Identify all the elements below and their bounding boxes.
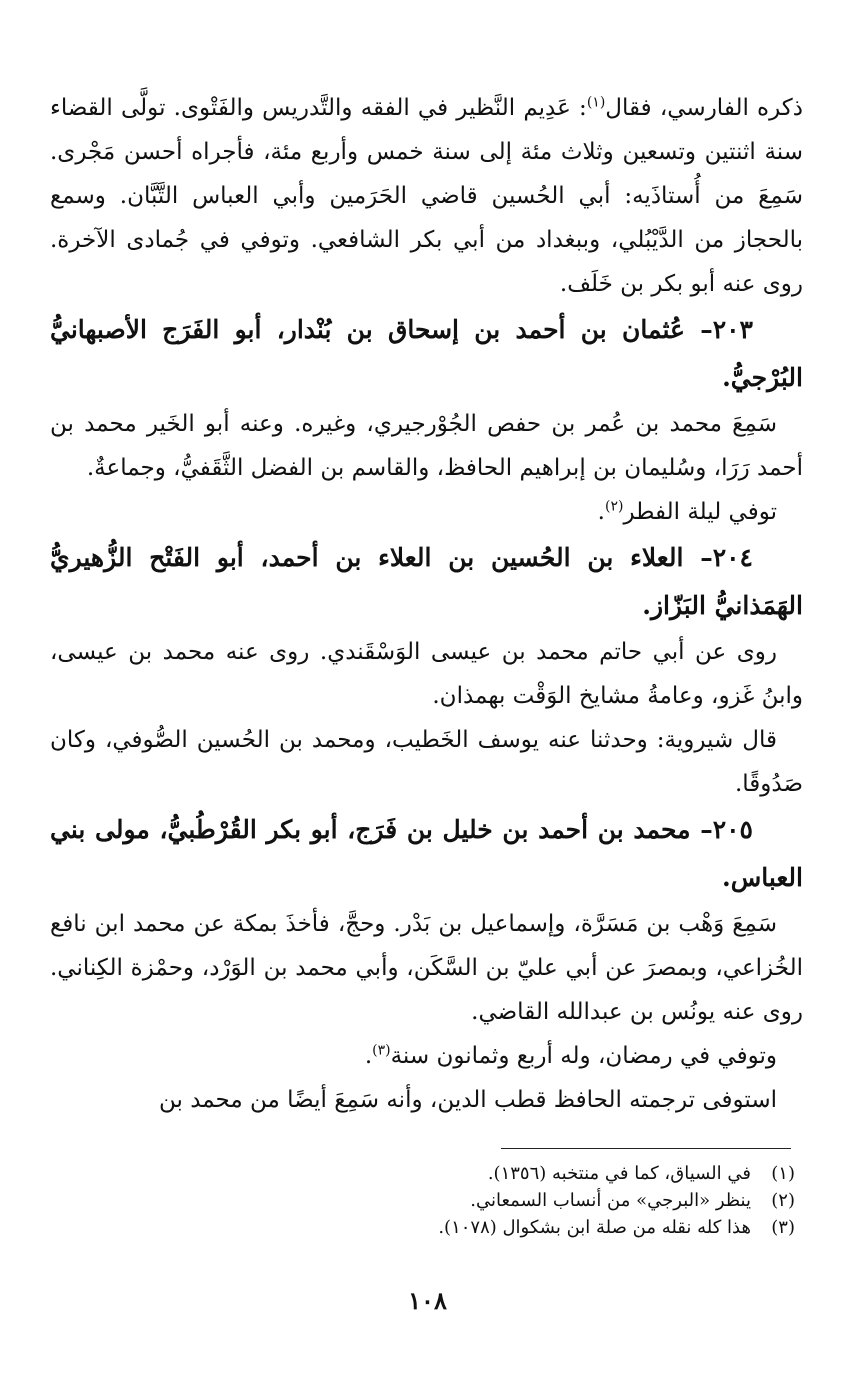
entry-heading-204 — [50, 534, 803, 630]
footnote-3 — [75, 1214, 795, 1241]
footnote-divider — [501, 1148, 791, 1149]
paragraph-death-205 — [50, 1034, 803, 1078]
footnote-ref: (٢) — [604, 498, 624, 515]
entry-heading-203 — [50, 306, 803, 402]
paragraph-text: توفي ليلة الفطر — [623, 499, 777, 525]
paragraph-text: استوفى ترجمته الحافظ قطب الدين، وأنه سَمِعَ أيضًا من محمد بن — [158, 1087, 777, 1113]
footnote-1 — [75, 1160, 795, 1187]
entry-heading-text: ٢٠٤– العلاء بن الحُسين بن العلاء بن أحمد، أبو الفَتْح الزُّهيريُّ الهَمَذانيُّ البَزّاز. — [50, 543, 803, 620]
paragraph-text: روى عن أبي حاتم محمد بن عيسى الوَسْقَندي. روى عنه محمد بن عيسى، وابنُ غَزو، وعامةُ مشايخ الوَقْت بهمذان. — [50, 639, 803, 709]
footnote-ref: (١) — [586, 94, 606, 111]
paragraph-text: سَمِعَ محمد بن عُمر بن حفص الجُوْرجيري، وغيره. وعنه أبو الخَير محمد بن أحمد رَرَا، وسُليمان بن إبراهيم الحافظ، والقاسم بن الفضل الثَّقَفيُّ، وجماعةٌ. — [50, 411, 803, 481]
footnote-ref: (٣) — [372, 1042, 391, 1059]
entry-heading-text: ٢٠٥– محمد بن أحمد بن خليل بن فَرَج، أبو بكر القُرْطُبيُّ، مولى بني العباس. — [50, 815, 803, 892]
paragraph-shirawayh — [50, 718, 803, 806]
footnote-text: ينظر «البرجي» من أنساب السمعاني. — [470, 1190, 751, 1211]
paragraph-death-203 — [50, 490, 803, 534]
paragraph-text: . — [364, 1043, 373, 1069]
footnote-text: في السياق، كما في منتخبه (١٣٥٦). — [487, 1163, 751, 1184]
paragraph-text: وتوفي في رمضان، وله أربع وثمانون سنة — [390, 1043, 777, 1069]
main-text — [50, 86, 803, 1122]
footnote-text: هذا كله نقله من صلة ابن بشكوال (١٠٧٨). — [438, 1217, 751, 1238]
footnote-2 — [75, 1187, 795, 1214]
page-number: ١٠٨ — [408, 1286, 447, 1315]
entry-heading-205 — [50, 806, 803, 902]
paragraph-qutb — [50, 1078, 803, 1122]
paragraph-farisi — [50, 86, 803, 306]
footnotes — [75, 1160, 795, 1241]
footnote-number: (٢) — [771, 1190, 795, 1211]
paragraph-entry-203 — [50, 402, 803, 490]
paragraph-entry-204 — [50, 630, 803, 718]
paragraph-text: قال شيروية: وحدثنا عنه يوسف الخَطيب، ومحمد بن الحُسين الصُّوفي، وكان صَدُوقًا. — [50, 727, 803, 797]
paragraph-text: ذكره الفارسي، فقال — [605, 95, 803, 121]
footnote-number: (٣) — [771, 1217, 795, 1238]
footnote-number: (١) — [771, 1163, 795, 1184]
paragraph-entry-205 — [50, 902, 803, 1034]
entry-heading-text: ٢٠٣– عُثمان بن أحمد بن إسحاق بن بُنْدار، أبو الفَرَج الأصبهانيُّ البُرْجيُّ. — [50, 315, 803, 392]
paragraph-text: . — [597, 499, 605, 525]
paragraph-text: : عَدِيم النَّظير في الفقه والتَّدريس والفَتْوى. تولَّى القضاء سنة اثنتين وتسعين وثلاث مئة إلى سنة خمس وأربع مئة، فأجراه أحسن مَجْرى. سَمِعَ من أُستاذَيه: أبي الحُسين قاضي الحَرَمين وأبي العباس التَّبَّان. وسمع بالحجاز من الدَّيْبُلي، وببغداد من أبي بكر الشافعي. وتوفي في جُمادى الآخرة. روى عنه أبو بكر بن خَلَف. — [50, 95, 803, 297]
paragraph-text: سَمِعَ وَهْب بن مَسَرَّة، وإسماعيل بن بَدْر. وحجَّ، فأخذَ بمكة عن محمد ابن نافع الخُزاعي، وبمصرَ عن أبي عليّ بن السَّكَن، وأبي محمد بن الوَرْد، وحمْزة الكِناني. روى عنه يونُس بن عبدالله القاضي. — [50, 911, 803, 1025]
